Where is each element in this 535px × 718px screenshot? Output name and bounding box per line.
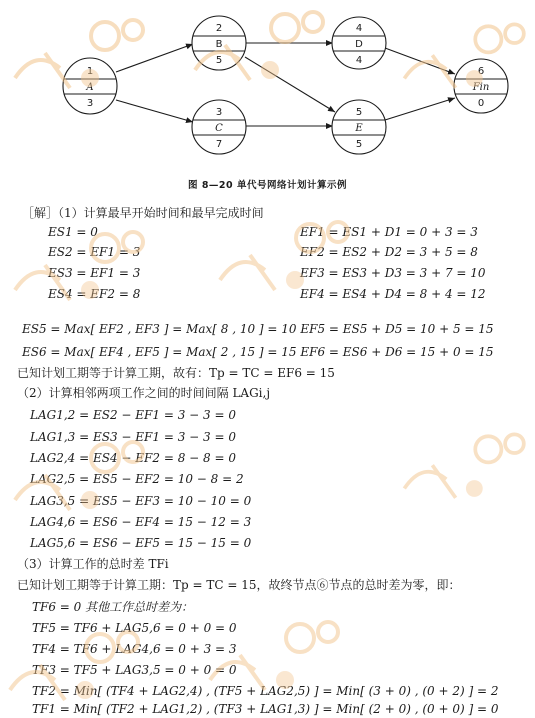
node-2-top: 2 [215, 23, 223, 34]
node-2 [192, 16, 246, 70]
solution-line-16: LAG2,5 = ES5 − EF2 = 10 − 8 = 2 [30, 472, 244, 486]
arrow-2-5 [245, 57, 335, 112]
solution-line-27: TF1 = Min[ (TF2 + LAG1,2) , (TF3 + LAG1,3) ] = Min[ (2 + 0) , (0 + 0) ] = 0 [32, 702, 499, 716]
solution-line-18: LAG4,6 = ES6 − EF4 = 15 − 12 = 3 [30, 515, 252, 529]
node-2-bottom: 5 [215, 55, 223, 66]
node-1-top: 1 [86, 66, 94, 77]
node-4-bottom: 4 [355, 55, 363, 66]
node-3 [192, 100, 246, 154]
solution-line-20: （3）计算工作的总时差 TFi [17, 557, 169, 571]
solution-line-22: TF6 = 0 其他工作总时差为： [32, 600, 194, 614]
node-5-top: 5 [355, 107, 363, 118]
solution-line-19: LAG5,6 = ES6 − EF5 = 15 − 15 = 0 [30, 536, 252, 550]
watermark-logo [395, 420, 535, 515]
network-diagram [0, 0, 535, 175]
node-4-top: 4 [355, 23, 363, 34]
solution-line-9: ES5 = Max[ EF2 , EF3 ] = Max[ 8 , 10 ] = 10 EF5 = ES5 + D5 = 10 + 5 = 15 [22, 322, 494, 336]
node-6 [454, 59, 508, 113]
node-6-name: Fin [472, 82, 490, 93]
arrow-4-6 [385, 48, 455, 74]
node-5-name: E [355, 123, 363, 134]
node-3-top: 3 [215, 107, 223, 118]
solution-line-23: TF5 = TF6 + LAG5,6 = 0 + 0 = 0 [32, 621, 237, 635]
node-3-bottom: 7 [215, 139, 223, 150]
solution-line-25: TF3 = TF5 + LAG3,5 = 0 + 0 = 0 [32, 663, 237, 677]
node-5-bottom: 5 [355, 139, 363, 150]
node-1-bottom: 3 [86, 98, 94, 109]
arrow-1-3 [116, 100, 193, 122]
solution-line-3: ES3 = EF1 = 3 [48, 266, 141, 280]
node-6-bottom: 0 [477, 98, 485, 109]
node-1 [63, 58, 117, 114]
solution-line-17: LAG3,5 = ES5 − EF3 = 10 − 10 = 0 [30, 494, 252, 508]
solution-line-4: ES4 = EF2 = 8 [48, 287, 141, 301]
solution-line-10: ES6 = Max[ EF4 , EF5 ] = Max[ 2 , 15 ] = 15 EF6 = ES6 + D6 = 15 + 0 = 15 [22, 345, 494, 359]
solution-line-11: 已知计划工期等于计算工期，故有：Tp = TC = EF6 = 15 [17, 366, 335, 380]
solution-line-26: TF2 = Min[ (TF4 + LAG2,4) , (TF5 + LAG2,5) ] = Min[ (3 + 0) , (0 + 2) ] = 2 [32, 684, 499, 698]
arrow-1-2 [116, 44, 193, 72]
node-4 [332, 17, 386, 69]
solution-line-6: EF2 = ES2 + D2 = 3 + 5 = 8 [300, 245, 478, 259]
solution-line-1: ES1 = 0 [48, 225, 98, 239]
node-3-name: C [215, 123, 223, 134]
solution-line-8: EF4 = ES4 + D4 = 8 + 4 = 12 [300, 287, 486, 301]
solution-line-24: TF4 = TF6 + LAG4,6 = 0 + 3 = 3 [32, 642, 237, 656]
solution-line-2: ES2 = EF1 = 3 [48, 245, 141, 259]
solution-line-15: LAG2,4 = ES4 − EF2 = 8 − 8 = 0 [30, 451, 236, 465]
solution-line-7: EF3 = ES3 + D3 = 3 + 7 = 10 [300, 266, 486, 280]
solution-line-0: ［解］（1）计算最早开始时间和最早完成时间 [22, 206, 264, 220]
node-1-name: A [86, 82, 94, 93]
solution-line-14: LAG1,3 = ES3 − EF1 = 3 − 3 = 0 [30, 430, 236, 444]
solution-line-21: 已知计划工期等于计算工期：Tp = TC = 15，故终节点⑥节点的总时差为零，即： [17, 578, 461, 592]
solution-line-13: LAG1,2 = ES2 − EF1 = 3 − 3 = 0 [30, 408, 236, 422]
figure-caption: 图 8—20 单代号网络计划计算示例 [188, 180, 347, 191]
solution-line-5: EF1 = ES1 + D1 = 0 + 3 = 3 [300, 225, 478, 239]
arrow-5-6 [385, 98, 455, 120]
solution-line-12: （2）计算相邻两项工作之间的时间间隔 LAGi,j [17, 386, 271, 400]
node-5 [332, 100, 386, 154]
node-4-name: D [355, 39, 363, 50]
node-2-name: B [215, 39, 223, 50]
node-6-top: 6 [477, 66, 485, 77]
